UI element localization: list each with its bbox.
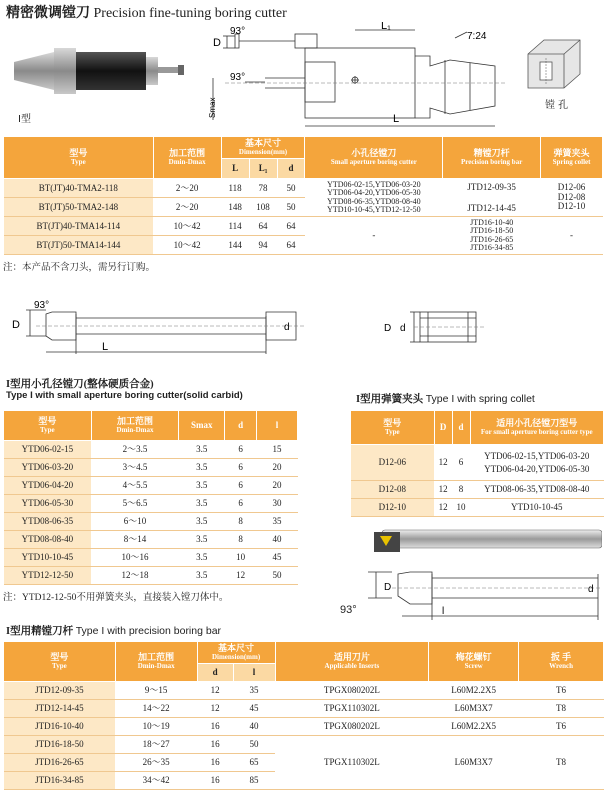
- collet-table: 型号 Type D d 适用小孔径镗刀型号 For small aperture boring cutter type D12-06 12 6 YTD06-02-15,YTD06-03-20 YTD06-04-20,YTD06-05-30 D12-08 12 8 YTD08-06-35,YTD08-08-40 D12-10 12 10 YTD10-10-45: [350, 410, 604, 517]
- table-row: JTD16-10-40 10～19 16 40 TPGX080202L L60M2.2X5 T6: [4, 718, 604, 736]
- hdr-L1: L₁: [249, 159, 277, 179]
- hdr-L: L: [221, 159, 249, 179]
- table-row: YTD06-04-20 4～5.5 3.5 6 20: [4, 477, 298, 495]
- top-angle-label-2: 93°: [230, 72, 246, 83]
- bar-dim-D: D: [384, 582, 392, 593]
- page-title: [6, 2, 287, 22]
- top-dim-l1-label: L₁: [381, 22, 391, 32]
- small-dim-D-label: D: [12, 319, 20, 331]
- table-row: BT(JT)40-TMA2-118 2～20 118 78 50 YTD06-02-15,YTD06-03-20 YTD06-04-20,YTD06-05-30 YTD08-06-35,YTD08-08-40 YTD10-10-45,YTD12-12-50 JTD12-09-35 JTD12-14-45 D12-06 D12-08 D12-10: [4, 179, 603, 198]
- collet-title: I型用弹簧夹头 Type I with spring collet: [356, 393, 535, 405]
- bar-dim-l: l: [442, 606, 445, 617]
- hdr-basic: 基本尺寸 Dimension(mm): [221, 137, 305, 159]
- hdr-bar: 精镗刀杆 Precision boring bar: [443, 137, 541, 179]
- small-dim-d-label: d: [284, 322, 290, 333]
- hdr-d: d: [277, 159, 305, 179]
- table-row: YTD08-06-35 6～10 3.5 8 35: [4, 513, 298, 531]
- table-row: YTD06-03-20 3～4.5 3.5 6 20: [4, 459, 298, 477]
- collet-icon: [524, 34, 584, 90]
- hdr-model: 型号 Type: [4, 137, 154, 179]
- table-row: BT(JT)40-TMA14-114 10～42 114 64 64 - JTD16-10-40 JTD16-18-50 JTD16-26-65 JTD16-34-85 -: [4, 217, 603, 236]
- precision-bar-table: 型号 Type 加工范围 Dmin-Dmax 基本尺寸 Dimension(mm) 适用刀片 Applicable Inserts 梅花螺钉 Screw 扳 手 Wrench d l JTD12-09-35 9～15 12 35 TPGX080202L L60M2.2X5 T6 JTD12-14-45 14～22 12 45 TPGX110302L L60M3X7 T8 JTD16-10-40 10～19 16 40 TPGX080202L L60M2.2X5 T6 JTD16-18-50 18～27 16 50 TPGX110302L L60M3X7 T8 JTD16-26-65 26～35 16 65 JTD16-34-85 34～42 16 85: [3, 641, 604, 790]
- hdr-collet: 弹簧夹头 Spring collet: [541, 137, 603, 179]
- table-row: BT(JT)50-TMA2-148 2～20 148 108 50: [4, 198, 603, 217]
- table-row: YTD10-10-45 10～16 3.5 10 45: [4, 549, 298, 567]
- small-cutter-drawing: [6, 296, 306, 366]
- table-row: YTD08-08-40 8～14 3.5 8 40: [4, 531, 298, 549]
- collet-label: 镗 孔: [545, 100, 569, 111]
- table-row: JTD16-18-50 18～27 16 50 TPGX110302L L60M3X7 T8: [4, 736, 604, 754]
- small-angle-label: 93°: [34, 300, 50, 311]
- table-row: D12-08 12 8 YTD08-06-35,YTD08-08-40: [351, 481, 604, 499]
- table-row: YTD12-12-50 12～18 3.5 12 50: [4, 567, 298, 585]
- table-row: D12-10 12 10 YTD10-10-45: [351, 499, 604, 517]
- page-title-zh: 精密微调镗刀: [6, 6, 90, 21]
- taper-label: 7:24: [467, 31, 487, 42]
- boring-bar-drawing: [362, 524, 602, 624]
- table-row: JTD16-34-85 34～42 16 85: [4, 772, 604, 790]
- table-row: BT(JT)50-TMA14-144 10～42 144 94 64: [4, 236, 603, 255]
- collet-drawing: [380, 302, 490, 352]
- page-title-en: Precision fine-tuning boring cutter: [93, 6, 287, 21]
- table-row: D12-06 12 6 YTD06-02-15,YTD06-03-20 YTD06-04-20,YTD06-05-30: [351, 445, 604, 481]
- table-row: YTD06-02-15 2～3.5 3.5 6 15: [4, 441, 298, 459]
- table-row: YTD06-05-30 5～6.5 3.5 6 30: [4, 495, 298, 513]
- collet-dim-d: d: [400, 323, 406, 334]
- bar-angle-label: 93°: [340, 604, 357, 616]
- top-dim-d-label: D: [213, 37, 221, 49]
- boring-head-photo: [4, 40, 189, 110]
- precision-bar-title: I型用精镗刀杆 Type I with precision boring bar: [6, 625, 222, 637]
- bar-dim-d: d: [588, 584, 594, 595]
- table-row: JTD12-14-45 14～22 12 45 TPGX110302L L60M3X7 T8: [4, 700, 604, 718]
- top-dim-l-label: L: [393, 113, 400, 125]
- hdr-range: 加工范围 Dmin-Dmax: [153, 137, 221, 179]
- small-cutter-table: 型号 Type 加工范围 Dmin-Dmax Smax d l YTD06-02-15 2～3.5 3.5 6 15 YTD06-03-20 3～4.5 3.5 6 20 YTD06-04-20 4～5.5 3.5 6 20 YTD06-05-30 5～6.5 3.5 6 30 YTD08-06-35 6～10 3.5 8 35 YTD08-08-40 8～14 3.5 8 40 YTD10-10-45 10～16 3.5 10 45 YTD12-12-50 12～18 3.5 12 50: [3, 410, 298, 585]
- type-label: I型: [18, 114, 31, 125]
- small-cutter-title-zh: I型用小孔径镗刀(整体硬质合金): [6, 379, 154, 390]
- table-row: JTD16-26-65 26～35 16 65: [4, 754, 604, 772]
- top-smax-label: Smax: [208, 97, 217, 118]
- top-angle-label: 93°: [230, 26, 246, 37]
- hdr-small: 小孔径镗刀 Small aperture boring cutter: [305, 137, 443, 179]
- collet-dim-D: D: [384, 323, 392, 334]
- small-cutter-note: 注：YTD12-12-50不用弹簧夹头，直接装入镗刀体中。: [3, 593, 229, 603]
- top-spec-table: [3, 136, 603, 255]
- small-dim-L-label: L: [102, 341, 109, 353]
- top-note: 注：本产品不含刀头，需另行订购。: [3, 263, 156, 273]
- table-row: JTD12-09-35 9～15 12 35 TPGX080202L L60M2.2X5 T6: [4, 682, 604, 700]
- small-cutter-title-en: Type I with small aperture boring cutter(solid carbid): [6, 390, 243, 401]
- boring-head-drawing: [205, 22, 505, 132]
